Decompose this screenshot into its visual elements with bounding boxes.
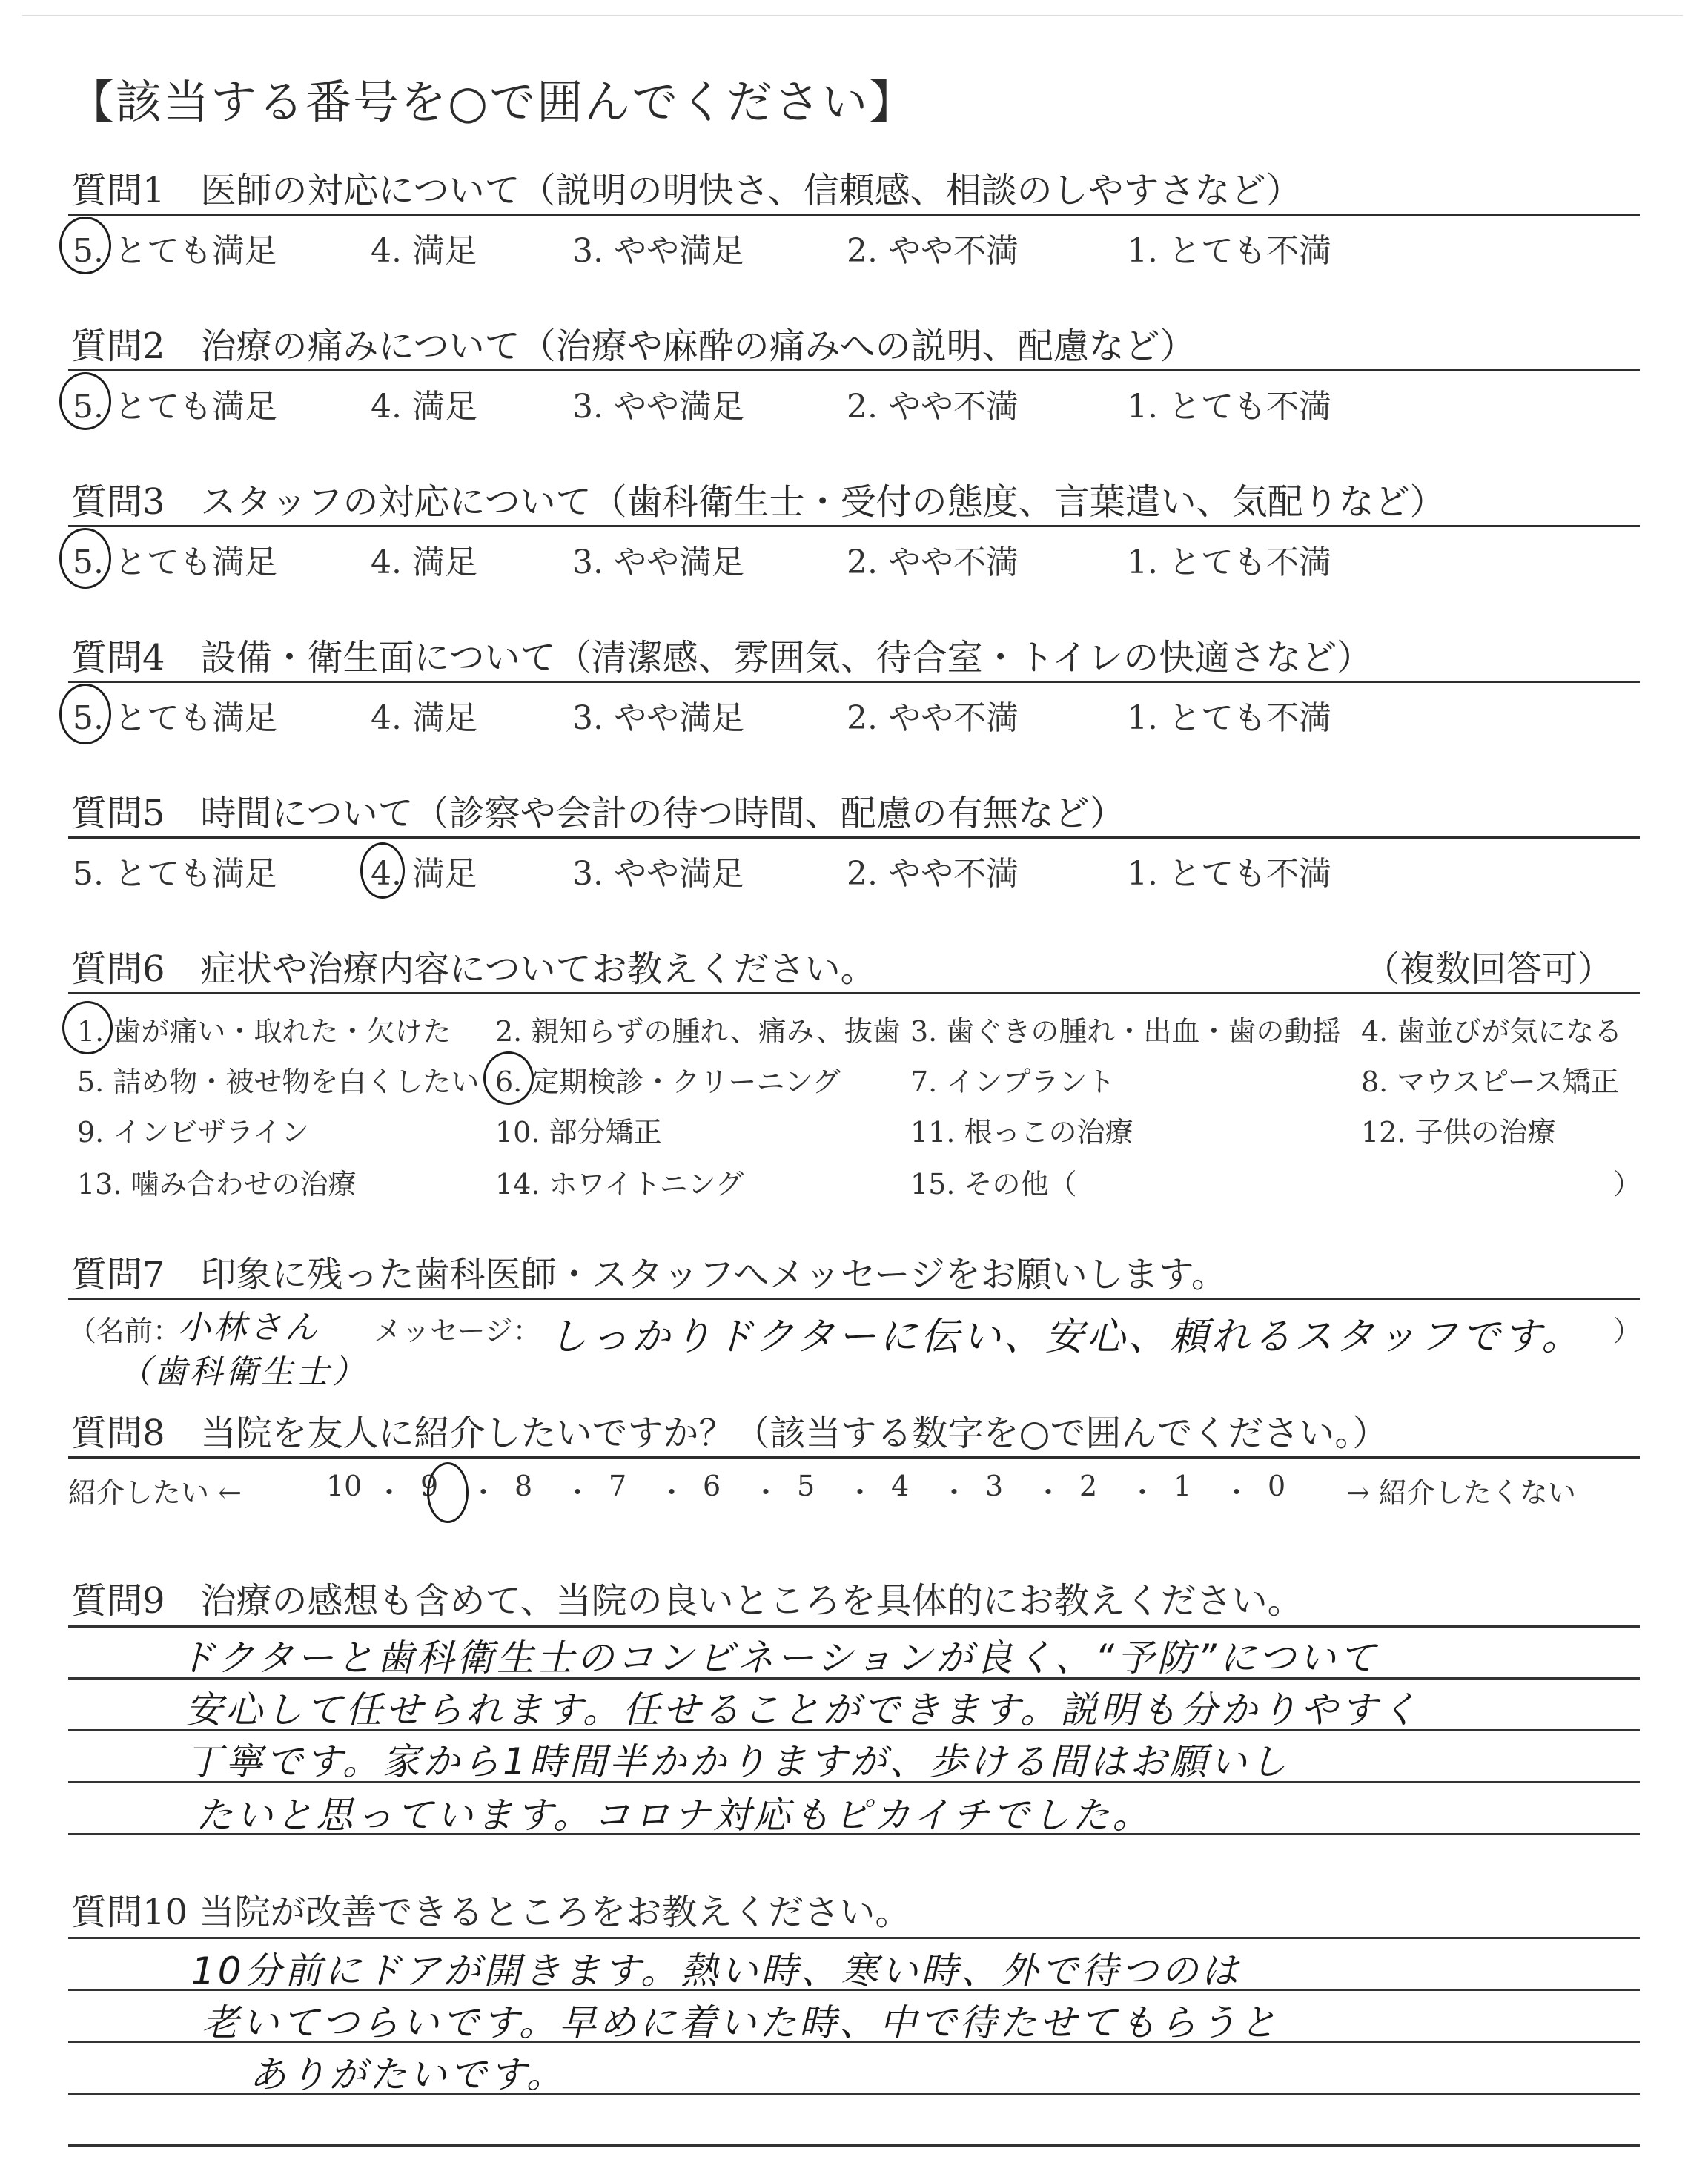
q8-scale-separator: ・ xyxy=(752,1476,781,1509)
q8-scale-2[interactable]: 2 xyxy=(1079,1470,1098,1502)
question-3-rule xyxy=(68,525,1640,527)
q4-option-2[interactable]: 2. やや不満 xyxy=(847,699,1019,737)
q8-left-label: 紹介したい ← xyxy=(68,1476,242,1509)
q5-option-4[interactable]: 4. 満足 xyxy=(371,855,477,893)
q8-scale-separator: ・ xyxy=(1034,1476,1063,1509)
q6-item-7[interactable]: 7. インプラント xyxy=(910,1066,1116,1098)
q8-scale-8[interactable]: 8 xyxy=(514,1470,533,1502)
q2-option-3[interactable]: 3. やや満足 xyxy=(572,388,744,426)
q9-answer-text: たいと思っています。コロナ対応もピカイチでした。 xyxy=(196,1794,1153,1837)
question-5-rule xyxy=(68,836,1640,839)
q9-answer-text: 丁寧です。家から1時間半かかりますが、歩ける間はお願いし xyxy=(185,1740,1290,1783)
q10-answer-text: 10分前にドアが開きます。熱い時、寒い時、外で待つのは xyxy=(191,1949,1242,1992)
q1-option-3[interactable]: 3. やや満足 xyxy=(572,232,744,270)
q3-option-5[interactable]: 5. とても満足 xyxy=(73,544,277,581)
q6-item-3[interactable]: 3. 歯ぐきの腫れ・出血・歯の動揺 xyxy=(910,1015,1341,1048)
q8-scale-separator: ・ xyxy=(940,1476,969,1509)
q10-answer-text: ありがたいです。 xyxy=(249,2053,566,2096)
q6-item-11[interactable]: 11. 根っこの治療 xyxy=(910,1116,1133,1149)
question-6-title: 質問6 症状や治療内容についてお教えください。 xyxy=(71,948,876,990)
q5-option-2[interactable]: 2. やや不満 xyxy=(847,855,1019,893)
q8-scale-7[interactable]: 7 xyxy=(609,1470,627,1502)
question-4-rule xyxy=(68,681,1640,683)
q4-option-4[interactable]: 4. 満足 xyxy=(371,699,477,737)
q6-item-13[interactable]: 13. 噛み合わせの治療 xyxy=(77,1168,357,1200)
q4-option-5[interactable]: 5. とても満足 xyxy=(73,699,277,737)
q6-item-8[interactable]: 8. マウスピース矯正 xyxy=(1361,1066,1619,1098)
q8-right-label: → 紹介したくない xyxy=(1346,1476,1576,1509)
question-8-rule xyxy=(68,1456,1640,1459)
q2-option-4[interactable]: 4. 満足 xyxy=(371,388,477,426)
q8-scale-9[interactable]: 9 xyxy=(420,1470,439,1502)
q6-item-1[interactable]: 1. 歯が痛い・取れた・欠けた xyxy=(77,1015,451,1048)
q10-answer-line xyxy=(68,2144,1640,2147)
q6-item-10[interactable]: 10. 部分矯正 xyxy=(495,1116,662,1149)
q6-other-close-paren: ） xyxy=(1613,1168,1642,1200)
question-6-note: （複数回答可） xyxy=(1364,948,1614,990)
q8-scale-0[interactable]: 0 xyxy=(1268,1470,1286,1502)
q10-answer-line xyxy=(68,1937,1640,1939)
q6-item-12[interactable]: 12. 子供の治療 xyxy=(1361,1116,1556,1149)
q2-option-2[interactable]: 2. やや不満 xyxy=(847,388,1019,426)
q3-option-2[interactable]: 2. やや不満 xyxy=(847,544,1019,581)
page-title: 【該当する番号を○で囲んでください】 xyxy=(68,75,917,129)
question-1-rule xyxy=(68,214,1640,216)
q3-option-4[interactable]: 4. 満足 xyxy=(371,544,477,581)
q6-item-14[interactable]: 14. ホワイトニング xyxy=(495,1168,744,1200)
q9-answer-text: 安心して任せられます。任せることができます。説明も分かりやすく xyxy=(185,1688,1420,1731)
q8-scale-separator: ・ xyxy=(846,1476,875,1509)
q5-option-1[interactable]: 1. とても不満 xyxy=(1127,855,1331,893)
q10-answer-text: 老いてつらいです。早めに着いた時、中で待たせてもらうと xyxy=(202,2001,1280,2044)
q1-option-5[interactable]: 5. とても満足 xyxy=(73,232,277,270)
q8-scale-1[interactable]: 1 xyxy=(1174,1470,1192,1502)
q7-close-paren: ） xyxy=(1613,1315,1642,1347)
q7-name-role: （歯科衛生士） xyxy=(119,1353,368,1391)
q8-scale-6[interactable]: 6 xyxy=(703,1470,721,1502)
q8-scale-separator: ・ xyxy=(658,1476,686,1509)
q7-name-value: 小林さん xyxy=(178,1309,320,1347)
question-6-rule xyxy=(68,992,1640,994)
q7-message-label: メッセージ： xyxy=(374,1315,541,1347)
q9-answer-line xyxy=(68,1625,1640,1628)
q8-scale-5[interactable]: 5 xyxy=(797,1470,815,1502)
question-3-title: 質問3 スタッフの対応について（歯科衛生士・受付の態度、言葉遣い、気配りなど） xyxy=(71,481,1446,523)
q8-scale-separator: ・ xyxy=(469,1476,498,1509)
q3-selection-circle xyxy=(59,528,111,589)
q8-scale-separator: ・ xyxy=(1128,1476,1157,1509)
q5-option-5[interactable]: 5. とても満足 xyxy=(73,855,277,893)
q4-option-3[interactable]: 3. やや満足 xyxy=(572,699,744,737)
q8-selection-circle xyxy=(427,1462,469,1523)
q1-selection-circle xyxy=(59,217,111,274)
q6-item-2[interactable]: 2. 親知らずの腫れ、痛み、抜歯 xyxy=(495,1015,901,1048)
question-8-title: 質問8 当院を友人に紹介したいですか？（該当する数字を○で囲んでください。） xyxy=(71,1413,1388,1454)
q8-scale-3[interactable]: 3 xyxy=(985,1470,1004,1502)
q8-scale-separator: ・ xyxy=(563,1476,592,1509)
q8-scale-separator: ・ xyxy=(1222,1476,1251,1509)
q3-option-1[interactable]: 1. とても不満 xyxy=(1127,544,1331,581)
q9-answer-text: ドクターと歯科衛生士のコンビネーションが良く、“予防”について xyxy=(178,1636,1379,1680)
top-border xyxy=(22,15,1683,16)
question-2-rule xyxy=(68,369,1640,371)
question-2-title: 質問2 治療の痛みについて（治療や麻酔の痛みへの説明、配慮など） xyxy=(71,326,1196,367)
q2-option-1[interactable]: 1. とても不満 xyxy=(1127,388,1331,426)
q1-option-4[interactable]: 4. 満足 xyxy=(371,232,477,270)
q6-item-5[interactable]: 5. 詰め物・被せ物を白くしたい xyxy=(77,1066,480,1098)
q7-name-label: （名前： xyxy=(68,1315,182,1347)
q1-option-2[interactable]: 2. やや不満 xyxy=(847,232,1019,270)
q6-item-15[interactable]: 15. その他（ xyxy=(910,1168,1077,1200)
question-1-title: 質問1 医師の対応について（説明の明快さ、信頼感、相談のしやすさなど） xyxy=(71,170,1302,211)
q3-option-3[interactable]: 3. やや満足 xyxy=(572,544,744,581)
q5-option-3[interactable]: 3. やや満足 xyxy=(572,855,744,893)
question-5-title: 質問5 時間について（診察や会計の待つ時間、配慮の有無など） xyxy=(71,793,1125,834)
q6-selection-circle-1 xyxy=(62,1001,113,1054)
question-7-rule xyxy=(68,1298,1640,1300)
q8-scale-separator: ・ xyxy=(375,1476,404,1509)
question-9-title: 質問9 治療の感想も含めて、当院の良いところを具体的にお教えください。 xyxy=(71,1580,1303,1622)
q5-selection-circle xyxy=(360,842,405,899)
q8-scale-4[interactable]: 4 xyxy=(891,1470,910,1502)
q6-item-9[interactable]: 9. インビザライン xyxy=(77,1116,310,1149)
q6-item-6[interactable]: 6. 定期検診・クリーニング xyxy=(495,1066,841,1098)
q6-selection-circle-6 xyxy=(483,1051,534,1105)
q2-option-5[interactable]: 5. とても満足 xyxy=(73,388,277,426)
q2-selection-circle xyxy=(59,372,111,430)
question-7-title: 質問7 印象に残った歯科医師・スタッフへメッセージをお願いします。 xyxy=(71,1254,1227,1295)
q7-message-value: しっかりドクターに伝い、安心、頼れるスタッフです。 xyxy=(549,1315,1583,1359)
question-10-title: 質問10 当院が改善できるところをお教えください。 xyxy=(71,1892,911,1933)
q8-scale-10[interactable]: 10 xyxy=(326,1470,363,1502)
question-4-title: 質問4 設備・衛生面について（清潔感、雰囲気、待合室・トイレの快適さなど） xyxy=(71,637,1373,678)
q4-option-1[interactable]: 1. とても不満 xyxy=(1127,699,1331,737)
q4-selection-circle xyxy=(59,684,111,744)
q6-item-4[interactable]: 4. 歯並びが気になる xyxy=(1361,1015,1623,1048)
q1-option-1[interactable]: 1. とても不満 xyxy=(1127,232,1331,270)
